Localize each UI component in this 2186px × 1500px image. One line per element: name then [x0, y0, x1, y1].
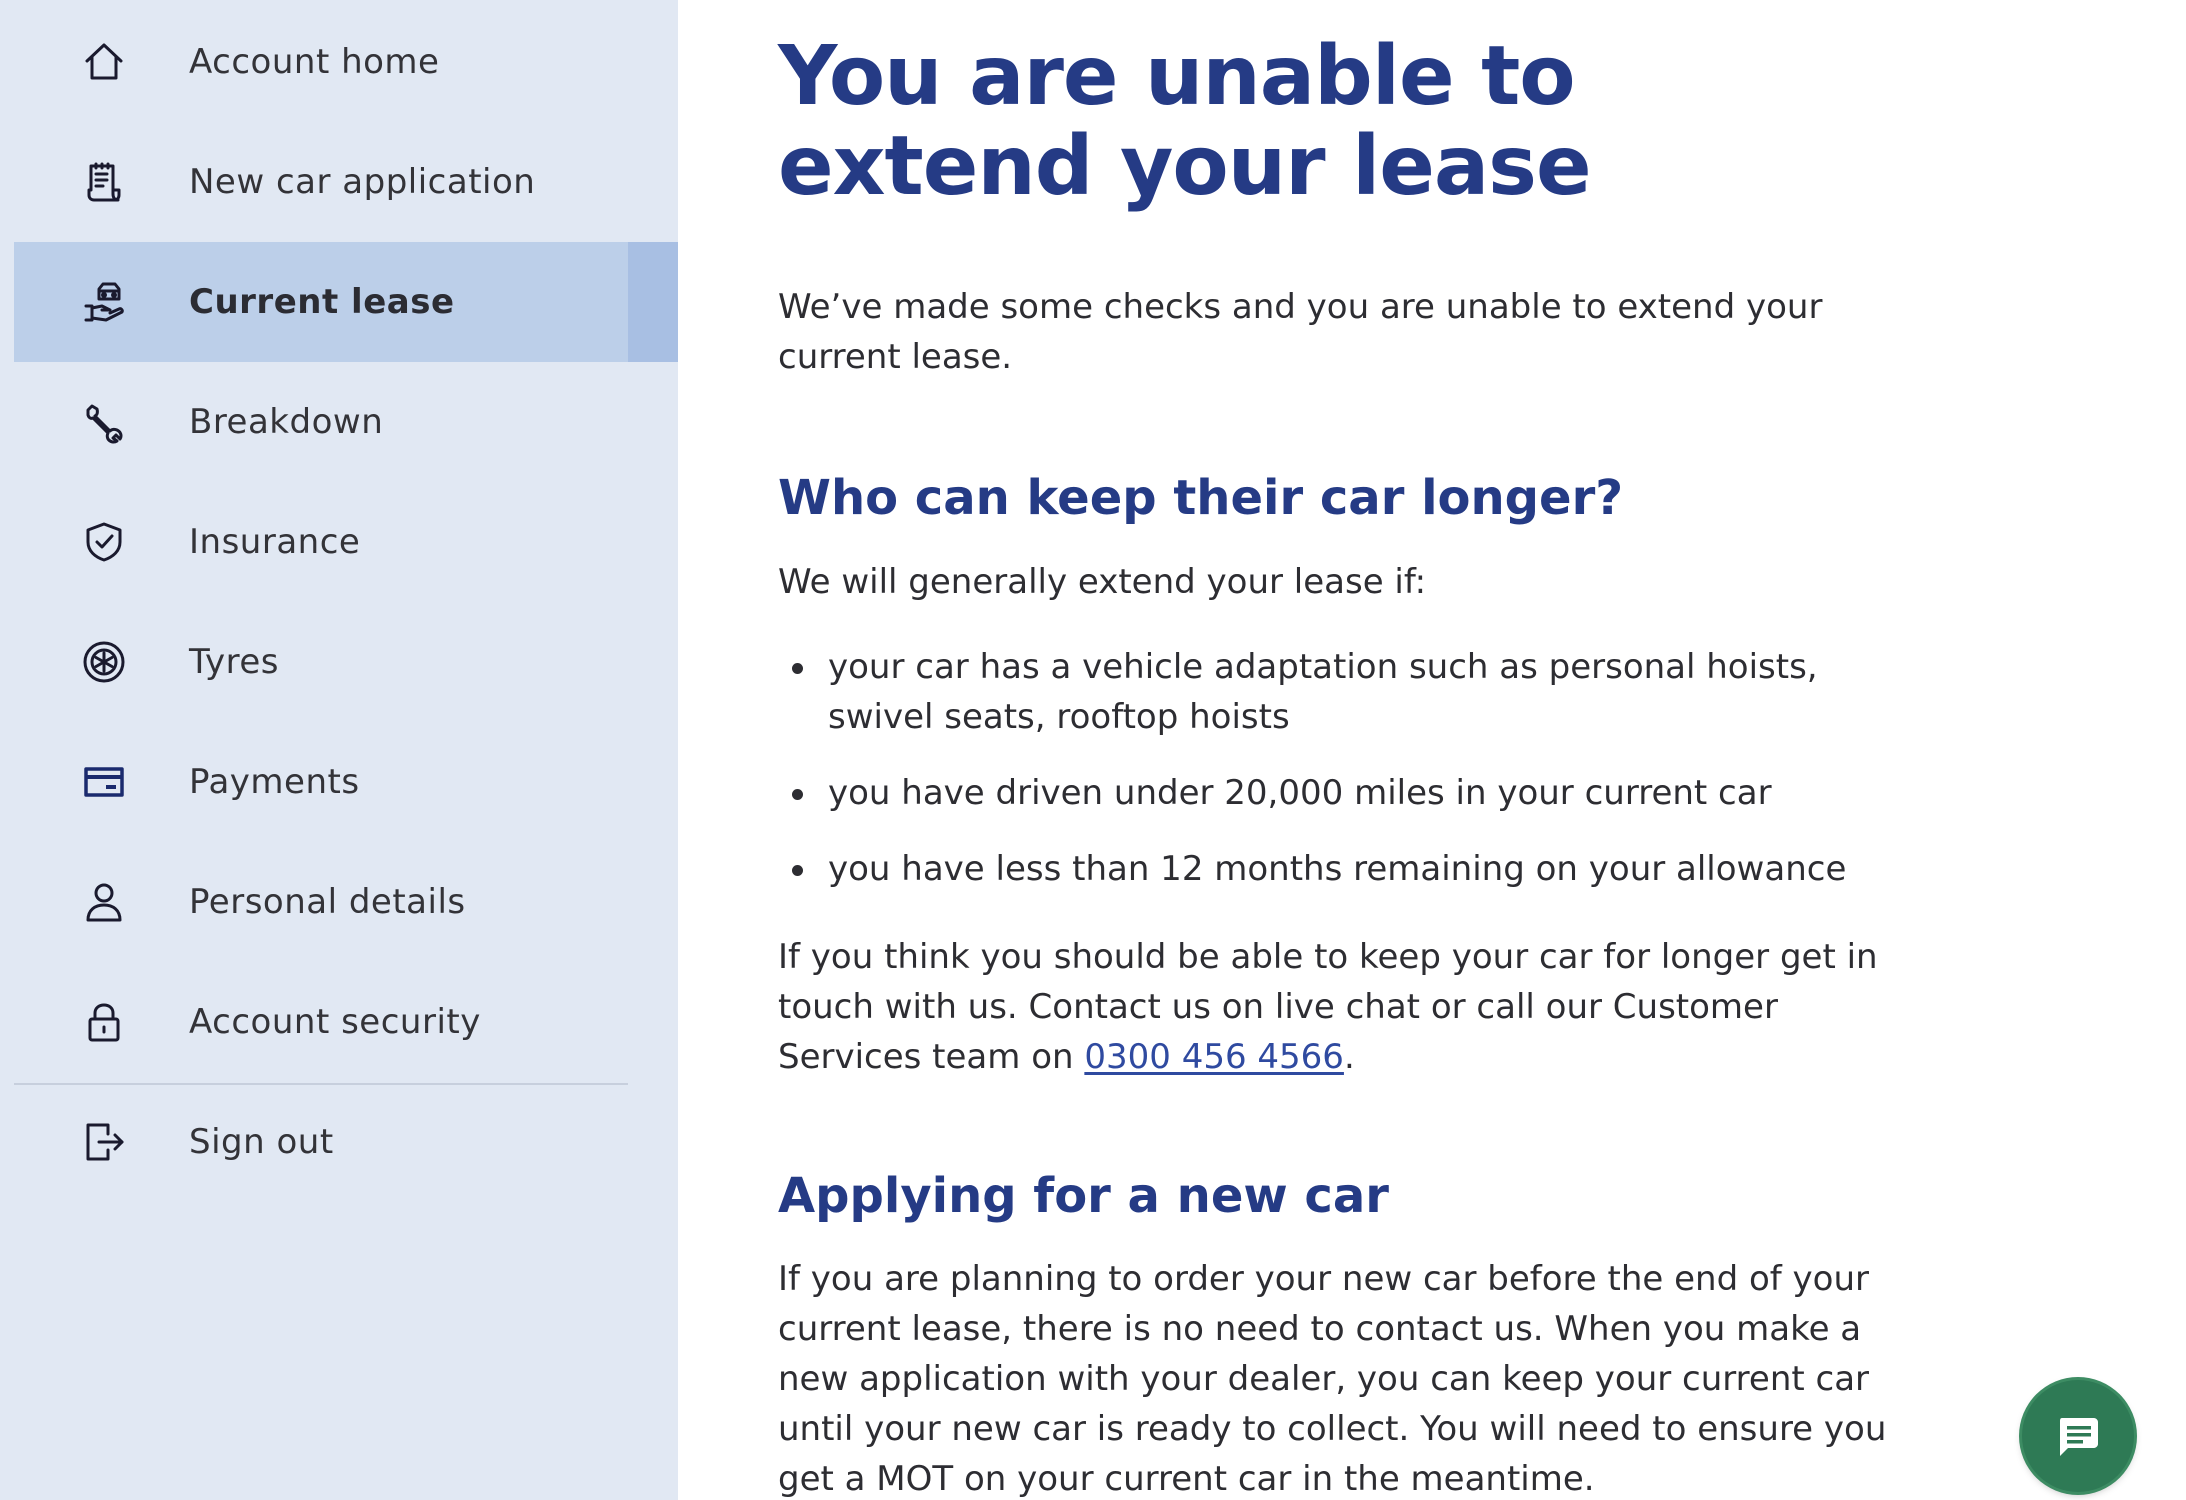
sign-out-label: Sign out: [189, 1122, 334, 1162]
sidebar-item-label: Breakdown: [189, 402, 384, 442]
chat-icon: [2054, 1412, 2102, 1460]
sidebar-item-label: Personal details: [189, 882, 466, 922]
sidebar-item-payments[interactable]: [14, 722, 678, 842]
sidebar-item-label: Payments: [189, 762, 360, 802]
hand-car-icon: [82, 280, 126, 324]
person-icon: [82, 880, 126, 924]
sign-out-icon: [82, 1120, 126, 1164]
sidebar-item-label: Insurance: [189, 522, 361, 562]
sidebar-item-label: Current lease: [189, 282, 455, 322]
lock-icon: [82, 1000, 126, 1044]
wrench-icon: [82, 400, 126, 444]
contact-text: If you think you should be able to keep your car for longer get in touch with us. Contact us on live chat or call our Customer Services team on: [778, 937, 1878, 1077]
sidebar-item-account-security[interactable]: [14, 962, 678, 1082]
new-car-paragraph: If you are planning to order your new car before the end of your current lease, there is no need to contact us. When you make a new application with your dealer, you can keep your current car until your new car is ready to collect. You will need to ensure you get a MOT on your current car in the meantime.: [778, 1259, 1887, 1499]
intro-text: We’ve made some checks and you are unable to extend your current lease.: [778, 287, 1823, 377]
sidebar-item-personal-details[interactable]: [14, 842, 678, 962]
contact-end: .: [1343, 1037, 1355, 1077]
keep-car-heading: Who can keep their car longer?: [778, 470, 1624, 526]
sidebar-item-account-home[interactable]: [14, 2, 678, 122]
sidebar-item-insurance[interactable]: [14, 482, 678, 602]
phone-link[interactable]: 0300 456 4566: [1084, 1037, 1344, 1077]
shield-check-icon: [82, 520, 126, 564]
sidebar-item-label: New car application: [189, 162, 536, 202]
home-icon: [82, 40, 126, 84]
tyre-icon: [82, 640, 126, 684]
sidebar-item-new-car-application[interactable]: [14, 122, 678, 242]
contact-paragraph: [778, 932, 1888, 1082]
live-chat-button[interactable]: [2022, 1380, 2134, 1492]
page-title: You are unable to extend your lease: [778, 29, 1591, 214]
keep-car-lead: We will generally extend your lease if:: [778, 562, 1427, 602]
list-item: you have less than 12 months remaining on your allowance: [778, 844, 1888, 894]
sidebar-item-tyres[interactable]: [14, 602, 678, 722]
card-icon: [82, 760, 126, 804]
sidebar-nav: [0, 0, 678, 1500]
list-item: your car has a vehicle adaptation such as personal hoists, swivel seats, rooftop hoists: [778, 642, 1888, 742]
sign-out-button[interactable]: [14, 1082, 678, 1202]
document-icon: [82, 160, 126, 204]
sidebar-item-label: Account home: [189, 42, 440, 82]
sidebar-item-breakdown[interactable]: [14, 362, 678, 482]
new-car-heading: Applying for a new car: [778, 1168, 1389, 1224]
sidebar-item-label: Account security: [189, 1002, 481, 1042]
sidebar-item-current-lease[interactable]: [14, 242, 678, 362]
sidebar-item-label: Tyres: [189, 642, 279, 682]
list-item: you have driven under 20,000 miles in your current car: [778, 768, 1888, 818]
criteria-list: [778, 642, 1888, 920]
